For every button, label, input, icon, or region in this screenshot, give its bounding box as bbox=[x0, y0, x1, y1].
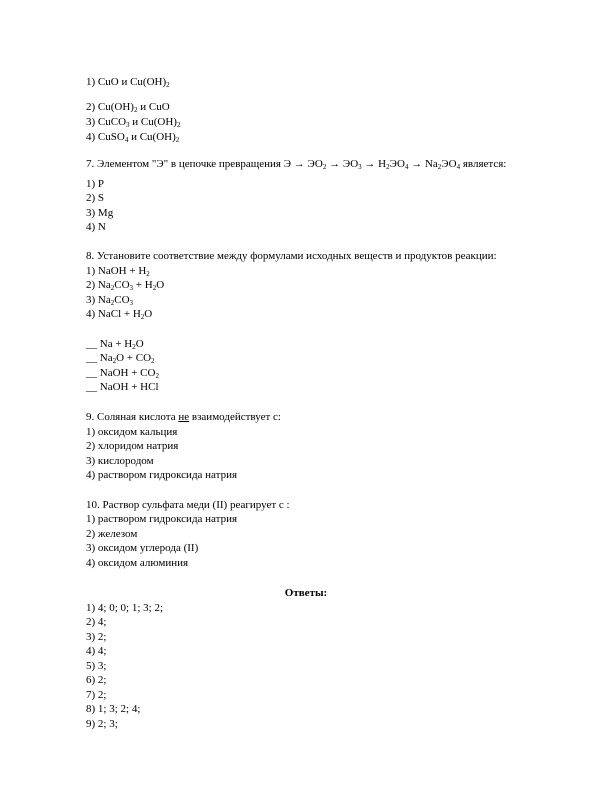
answer-item: 2) 4; bbox=[86, 616, 107, 628]
question-8-reactant: 1) NaOH + $H_2$ bbox=[86, 265, 150, 278]
answer-item: 9) 2; 3; bbox=[86, 718, 118, 730]
question-7-option: 1) P bbox=[86, 178, 105, 190]
question-10-option: 2) железом bbox=[86, 528, 138, 540]
answers-title: Ответы: bbox=[284, 587, 328, 599]
answer-item: 5) 3; bbox=[86, 660, 107, 672]
option-line: 4) CuSO$_4$ и $Cu(OH)_2$ bbox=[86, 131, 180, 144]
question-8-reactant: 2) $Na_2CO_3 + H_2O$ bbox=[86, 279, 165, 292]
question-10-option: 4) оксидом алюминия bbox=[86, 557, 189, 569]
question-8-reactant: 3) $Na_2CO_3$ bbox=[86, 294, 134, 307]
question-10-option: 1) раствором гидроксида натрия bbox=[86, 513, 238, 525]
question-9-option: 4) раствором гидроксида натрия bbox=[86, 469, 238, 481]
question-8-product: __ $Na + H_2O$ bbox=[86, 338, 144, 351]
question-7-option: 2) S bbox=[86, 192, 105, 204]
question-7-text: 7. Элементом "Э" в цепочке превращения $Э \to ЭО_2 \to ЭО_3 \to H_2ЭО_4 \to Na_2ЭО_4$ является: bbox=[86, 158, 507, 171]
question-8-product: __ $Na_2O + CO_2$ bbox=[86, 352, 155, 365]
answer-item: 6) 2; bbox=[86, 674, 107, 686]
answer-item: 7) 2; bbox=[86, 689, 107, 701]
question-9-text: 9. Соляная кислота не взаимодействует с: bbox=[86, 411, 281, 423]
question-8-product: __ NaOH + HCl bbox=[86, 381, 159, 393]
option-line: 1) CuO и $Cu(OH)_2$ bbox=[86, 76, 170, 89]
option-line: 3) CuCO$_3$ и $Cu(OH)_2$ bbox=[86, 116, 181, 129]
question-8-text: 8. Установите соответствие между формулами исходных веществ и продуктов реакции: bbox=[86, 250, 497, 262]
question-8-reactant: 4) NaCl + $H_2O$ bbox=[86, 308, 153, 321]
answer-item: 8) 1; 3; 2; 4; bbox=[86, 703, 141, 715]
answer-item: 1) 4; 0; 0; 1; 3; 2; bbox=[86, 602, 163, 614]
question-9-option: 1) оксидом кальция bbox=[86, 426, 178, 438]
question-8-product: __ NaOH + $CO_2$ bbox=[86, 367, 159, 380]
question-9-option: 2) хлоридом натрия bbox=[86, 440, 179, 452]
option-line: 2) $Cu(OH)_2$ и CuO bbox=[86, 101, 170, 114]
question-10-option: 3) оксидом углерода (II) bbox=[86, 542, 199, 554]
question-9-option: 3) кислородом bbox=[86, 455, 154, 467]
question-7-option: 4) N bbox=[86, 221, 106, 233]
answer-item: 4) 4; bbox=[86, 645, 107, 657]
question-10-text: 10. Раствор сульфата меди (II) реагирует с : bbox=[86, 499, 290, 511]
answer-item: 3) 2; bbox=[86, 631, 107, 643]
question-7-option: 3) Mg bbox=[86, 207, 114, 219]
